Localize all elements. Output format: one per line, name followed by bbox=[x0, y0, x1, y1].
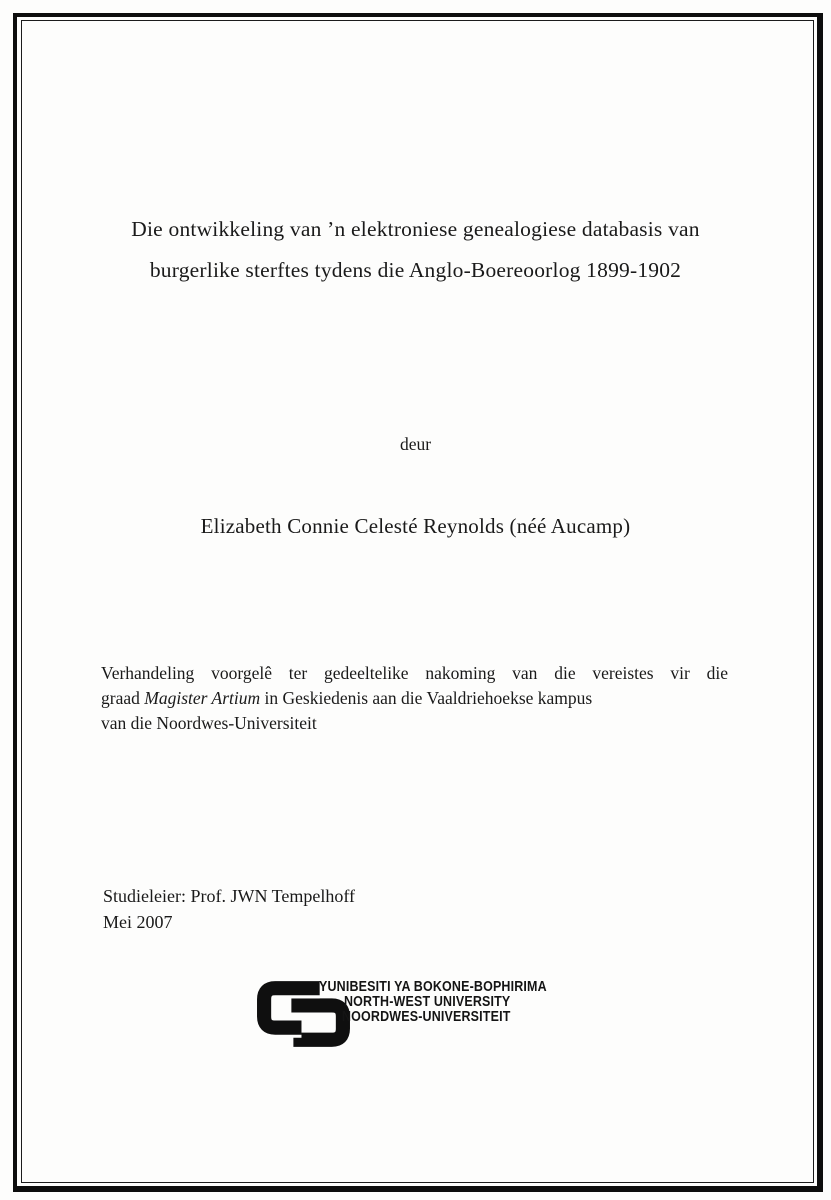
degree-statement bbox=[101, 661, 728, 736]
degree-statement-line2 bbox=[101, 686, 728, 711]
degree-statement-line1: Verhandeling voorgelê ter gedeeltelike nakoming van die vereistes vir die bbox=[101, 663, 728, 683]
thesis-title bbox=[0, 209, 831, 291]
thesis-title-line1: Die ontwikkeling van ’n elektroniese genealogiese databasis van bbox=[131, 217, 700, 241]
author-name: Elizabeth Connie Celesté Reynolds (néé Aucamp) bbox=[200, 514, 631, 538]
degree-statement-line3: van die Noordwes-Universiteit bbox=[101, 713, 317, 733]
logo-text-english: NORTH-WEST UNIVERSITY bbox=[344, 994, 511, 1010]
date-line: Mei 2007 bbox=[103, 912, 173, 932]
supervisor-line: Studieleier: Prof. JWN Tempelhoff bbox=[103, 886, 356, 906]
byline-label: deur bbox=[399, 434, 432, 454]
degree-name-italic: Magister Artium bbox=[144, 688, 261, 708]
degree-statement-line2-pre: graad bbox=[101, 688, 145, 708]
thesis-title-line2: burgerlike sterftes tydens die Anglo-Boereoorlog 1899-1902 bbox=[149, 258, 682, 282]
logo-text-afrikaans: NOORDWES-UNIVERSITEIT bbox=[342, 1009, 511, 1025]
logo-text-setswana: YUNIBESITI YA BOKONE-BOPHIRIMA bbox=[319, 979, 547, 995]
degree-statement-line2-post: in Geskiedenis aan die Vaaldriehoekse kampus bbox=[260, 688, 593, 708]
